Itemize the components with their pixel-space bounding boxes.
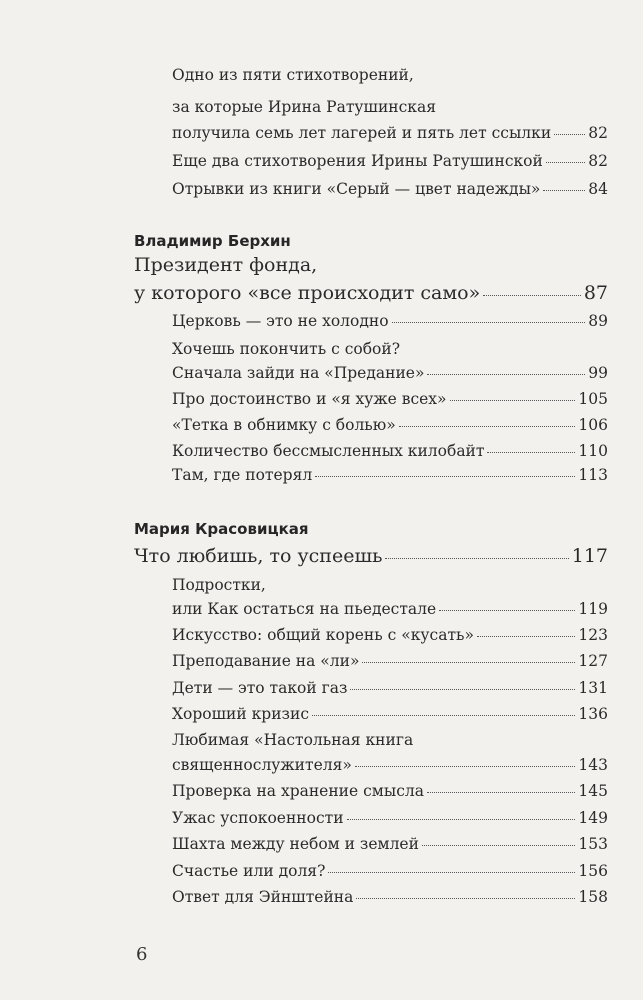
dot-leader (347, 819, 576, 820)
entry-page: 105 (578, 390, 608, 408)
toc-entry[interactable] (172, 390, 608, 408)
entry-title: Сначала зайди на «Предание» (172, 364, 425, 382)
entry-title: Искусство: общий корень с «кусать» (172, 626, 474, 644)
dot-leader (385, 558, 568, 559)
toc-main-line (134, 254, 317, 276)
dot-leader (427, 792, 575, 793)
dot-leader (546, 162, 585, 163)
toc-line (172, 731, 413, 749)
entry-title: Ответ для Эйнштейна (172, 888, 354, 906)
author-name: Мария Красовицкая (134, 520, 309, 538)
entry-title: или Как остаться на пьедестале (172, 600, 437, 618)
entry-title: получила семь лет лагерей и пять лет ссылки (172, 124, 552, 142)
entry-page: 113 (578, 466, 608, 484)
dot-leader (328, 872, 575, 873)
dot-leader (439, 610, 575, 611)
entry-page: 110 (578, 442, 608, 460)
dot-leader (350, 689, 575, 690)
toc-entry[interactable] (172, 756, 608, 774)
entry-page: 89 (588, 312, 608, 330)
entry-title: Хороший кризис (172, 705, 310, 723)
dot-leader (362, 662, 575, 663)
entry-title: за которые Ирина Ратушинская (172, 98, 436, 116)
entry-page: 149 (578, 809, 608, 827)
dot-leader (355, 766, 576, 767)
entry-title: Про достоинство и «я хуже всех» (172, 390, 447, 408)
toc-entry[interactable] (172, 124, 608, 142)
entry-title: Проверка на хранение смысла (172, 782, 424, 800)
toc-entry[interactable] (172, 180, 608, 198)
entry-page: 123 (578, 626, 608, 644)
dot-leader (312, 715, 575, 716)
entry-title: Ужас успокоенности (172, 809, 344, 827)
entry-title: Количество бессмысленных килобайт (172, 442, 485, 460)
dot-leader (554, 134, 585, 135)
entry-page: 143 (578, 756, 608, 774)
main-title: Президент фонда, (134, 254, 318, 276)
toc-entry[interactable] (172, 466, 608, 484)
entry-title: Еще два стихотворения Ирины Ратушинской (172, 152, 543, 170)
dot-leader (487, 452, 575, 453)
entry-title: Хочешь покончить с собой? (172, 340, 401, 358)
entry-title: Счастье или доля? (172, 862, 326, 880)
main-title: у которого «все происходит само» (134, 282, 481, 304)
toc-main-entry[interactable] (134, 282, 608, 304)
toc-entry[interactable] (172, 626, 608, 644)
toc-entry[interactable] (172, 364, 608, 382)
entry-page: 127 (578, 652, 608, 670)
entry-title: Подростки, (172, 576, 266, 594)
toc-entry[interactable] (172, 652, 608, 670)
entry-page: 117 (571, 545, 608, 567)
entry-page: 84 (588, 180, 608, 198)
toc-entry[interactable] (172, 152, 608, 170)
dot-leader (356, 898, 575, 899)
entry-page: 82 (588, 124, 608, 142)
toc-entry[interactable] (172, 705, 608, 723)
entry-page: 119 (578, 600, 608, 618)
dot-leader (392, 322, 586, 323)
entry-page: 82 (588, 152, 608, 170)
entry-title: «Тетка в обнимку с болью» (172, 416, 396, 434)
entry-page: 156 (578, 862, 608, 880)
entry-title: священнослужителя» (172, 756, 352, 774)
dot-leader (477, 636, 575, 637)
page-number: 6 (136, 944, 148, 965)
entry-title: Преподавание на «ли» (172, 652, 360, 670)
toc-line (172, 98, 436, 116)
entry-page: 99 (588, 364, 608, 382)
entry-page: 87 (583, 282, 608, 304)
toc-line (172, 576, 266, 594)
entry-page: 131 (578, 679, 608, 697)
toc-entry[interactable] (172, 809, 608, 827)
toc-entry[interactable] (172, 782, 608, 800)
entry-page: 158 (578, 888, 608, 906)
toc-line (172, 340, 400, 358)
entry-page: 136 (578, 705, 608, 723)
author-name: Владимир Берхин (134, 232, 291, 250)
dot-leader (543, 190, 585, 191)
entry-title: Одно из пяти стихотворений, (172, 66, 414, 84)
entry-title: Дети — это такой газ (172, 679, 348, 697)
entry-title: Шахта между небом и землей (172, 835, 419, 853)
entry-title: Церковь — это не холодно (172, 312, 389, 330)
dot-leader (315, 476, 575, 477)
entry-title: Любимая «Настольная книга (172, 731, 414, 749)
dot-leader (450, 400, 576, 401)
toc-entry[interactable] (172, 416, 608, 434)
toc-main-entry[interactable] (134, 545, 608, 567)
main-title: Что любишь, то успеешь (134, 545, 383, 567)
dot-leader (483, 295, 581, 296)
toc-entry[interactable] (172, 835, 608, 853)
toc-entry[interactable] (172, 600, 608, 618)
entry-title: Там, где потерял (172, 466, 313, 484)
toc-entry[interactable] (172, 312, 608, 330)
toc-entry[interactable] (172, 888, 608, 906)
toc-entry[interactable] (172, 862, 608, 880)
entry-page: 145 (578, 782, 608, 800)
entry-title: Отрывки из книги «Серый — цвет надежды» (172, 180, 541, 198)
dot-leader (427, 374, 585, 375)
entry-page: 106 (578, 416, 608, 434)
toc-entry[interactable] (172, 442, 608, 460)
dot-leader (399, 426, 576, 427)
entry-page: 153 (578, 835, 608, 853)
toc-line (172, 66, 414, 84)
toc-entry[interactable] (172, 679, 608, 697)
dot-leader (422, 845, 575, 846)
